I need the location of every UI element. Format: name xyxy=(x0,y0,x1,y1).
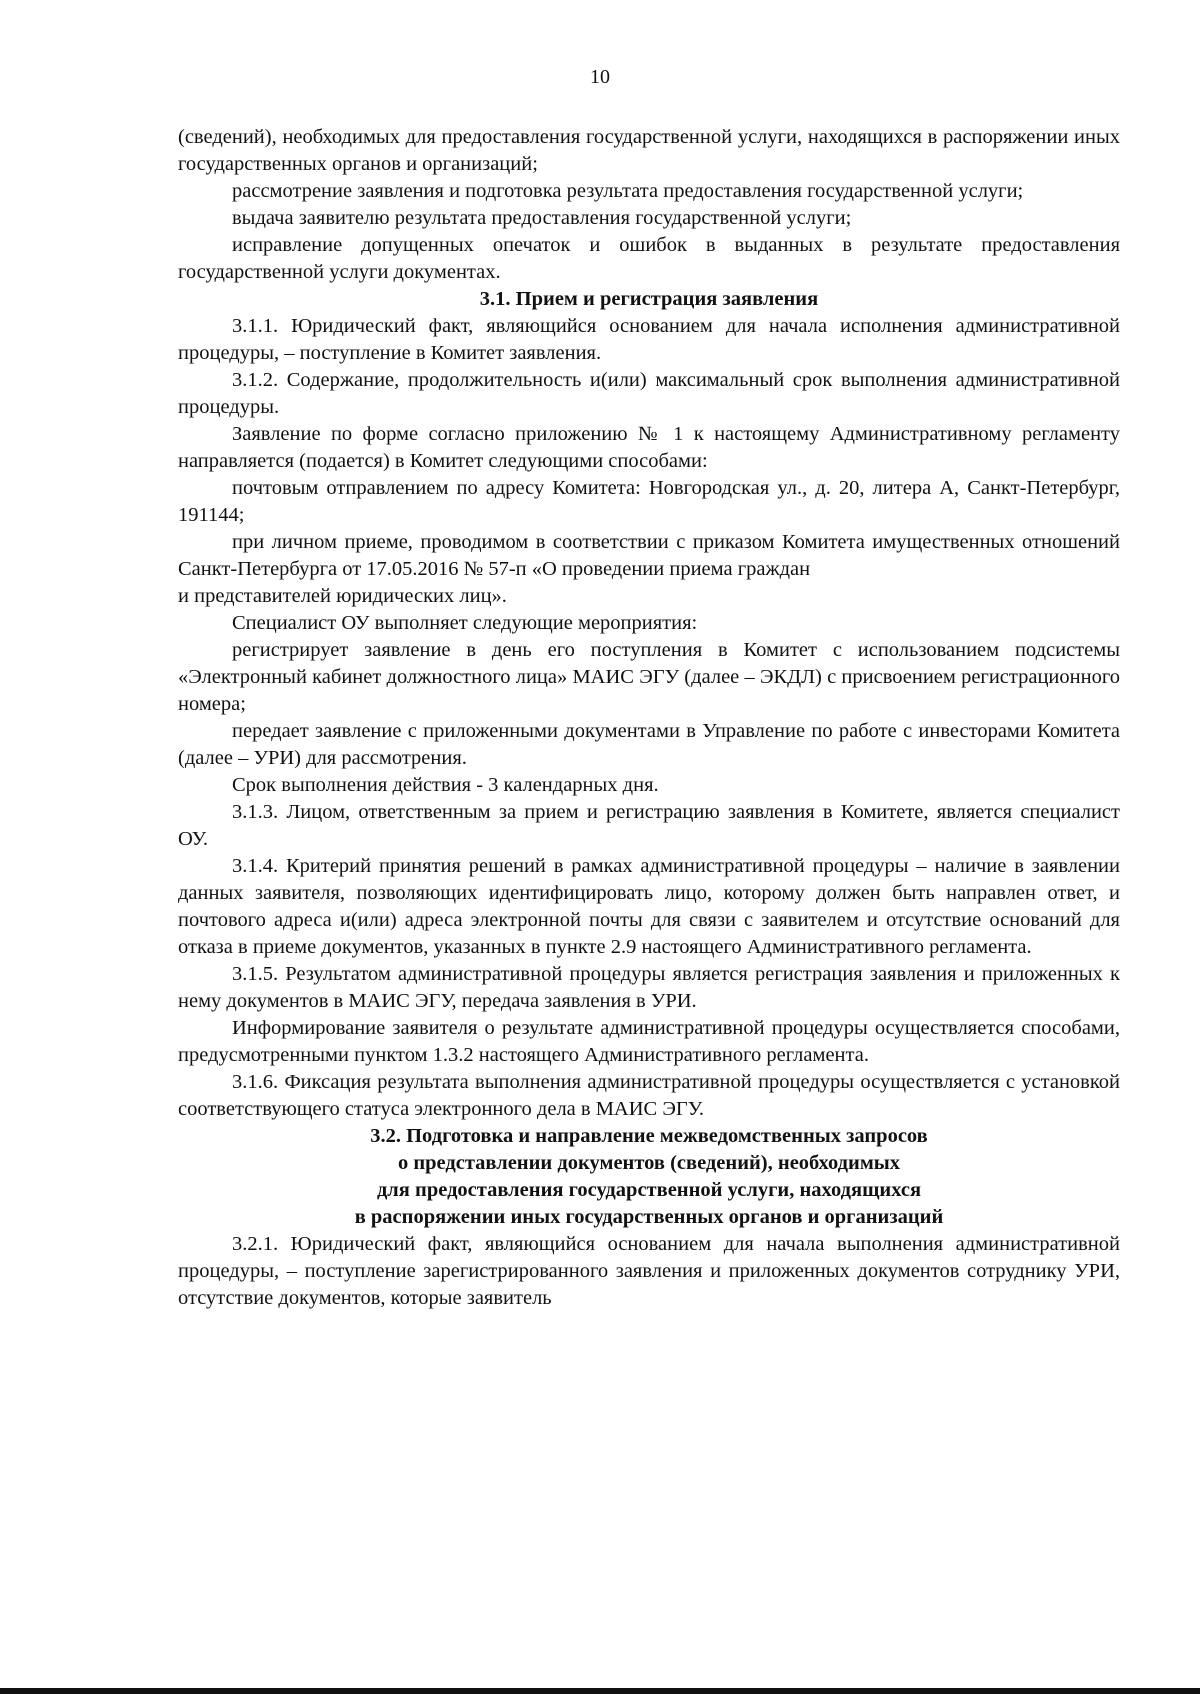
paragraph: регистрирует заявление в день его поступления в Комитет с использованием подсистемы «Электронный кабинет должностного лица» МАИС ЭГУ (далее – ЭКДЛ) с присвоением регистрационного номера; xyxy=(178,639,1120,715)
paragraph: 3.1.5. Результатом административной процедуры является регистрация заявления и приложенных к нему документов в МАИС ЭГУ, передача заявления в УРИ. xyxy=(178,963,1120,1012)
scan-edge-bar xyxy=(0,1688,1200,1694)
section-heading-3-2 xyxy=(178,1123,1120,1231)
paragraph: выдача заявителю результата предоставления государственной услуги; xyxy=(232,207,852,229)
heading-line: о представлении документов (сведений), необходимых xyxy=(397,1152,901,1174)
paragraph: Заявление по форме согласно приложению № 1 к настоящему Административному регламенту направляется (подается) в Комитет следующими способами: xyxy=(178,423,1120,472)
paragraph: 3.1.3. Лицом, ответственным за прием и регистрацию заявления в Комитете, является специалист ОУ. xyxy=(178,801,1120,850)
paragraph: Срок выполнения действия - 3 календарных дня. xyxy=(232,774,659,796)
page-number: 10 xyxy=(590,66,610,88)
paragraph: исправление допущенных опечаток и ошибок в выданных в результате предоставления государственной услуги документах. xyxy=(178,234,1120,283)
paragraph: рассмотрение заявления и подготовка результата предоставления государственной услуги; xyxy=(232,180,1024,202)
paragraph: Специалист ОУ выполняет следующие мероприятия: xyxy=(232,612,698,634)
section-heading-3-1: 3.1. Прием и регистрация заявления xyxy=(479,288,819,310)
paragraph: 3.1.6. Фиксация результата выполнения административной процедуры осуществляется с установкой соответствующего статуса электронного дела в МАИС ЭГУ. xyxy=(178,1071,1120,1120)
heading-line: для предоставления государственной услуги, находящихся xyxy=(376,1179,922,1201)
paragraph: 3.1.1. Юридический факт, являющийся основанием для начала исполнения административной процедуры, – поступление в Комитет заявления. xyxy=(178,315,1120,364)
paragraph: при личном приеме, проводимом в соответствии с приказом Комитета имущественных отношений Санкт-Петербурга от 17.05.2016 № 57-п «О проведении приема граждан xyxy=(178,531,1120,580)
paragraph: 3.1.2. Содержание, продолжительность и(или) максимальный срок выполнения административной процедуры. xyxy=(178,369,1120,418)
heading-line: в распоряжении иных государственных органов и организаций xyxy=(354,1206,944,1228)
paragraph: Информирование заявителя о результате административной процедуры осуществляется способами, предусмотренными пунктом 1.3.2 настоящего Административного регламента. xyxy=(178,1017,1120,1066)
paragraph: 3.2.1. Юридический факт, являющийся основанием для начала выполнения административной процедуры, – поступление зарегистрированного заявления и приложенных документов сотруднику УРИ, отсутствие документов, которые заявитель xyxy=(178,1233,1120,1309)
heading-line: 3.2. Подготовка и направление межведомственных запросов xyxy=(370,1125,928,1147)
paragraph: 3.1.4. Критерий принятия решений в рамках административной процедуры – наличие в заявлении данных заявителя, позволяющих идентифицировать лицо, которому должен быть направлен ответ, и почтового адреса и(или) адреса электронной почты для связи с заявителем и отсутствие оснований для отказа в приеме документов, указанных в пункте 2.9 настоящего Административного регламента. xyxy=(178,855,1120,958)
paragraph: и представителей юридических лиц». xyxy=(178,585,507,607)
paragraph: (сведений), необходимых для предоставления государственной услуги, находящихся в распоряжении иных государственных органов и организаций; xyxy=(178,126,1120,175)
paragraph: передает заявление с приложенными документами в Управление по работе с инвесторами Комитета (далее – УРИ) для рассмотрения. xyxy=(178,720,1120,769)
document-body xyxy=(178,124,1120,1312)
paragraph: почтовым отправлением по адресу Комитета: Новгородская ул., д. 20, литера А, Санкт-Петербург, 191144; xyxy=(178,477,1120,526)
